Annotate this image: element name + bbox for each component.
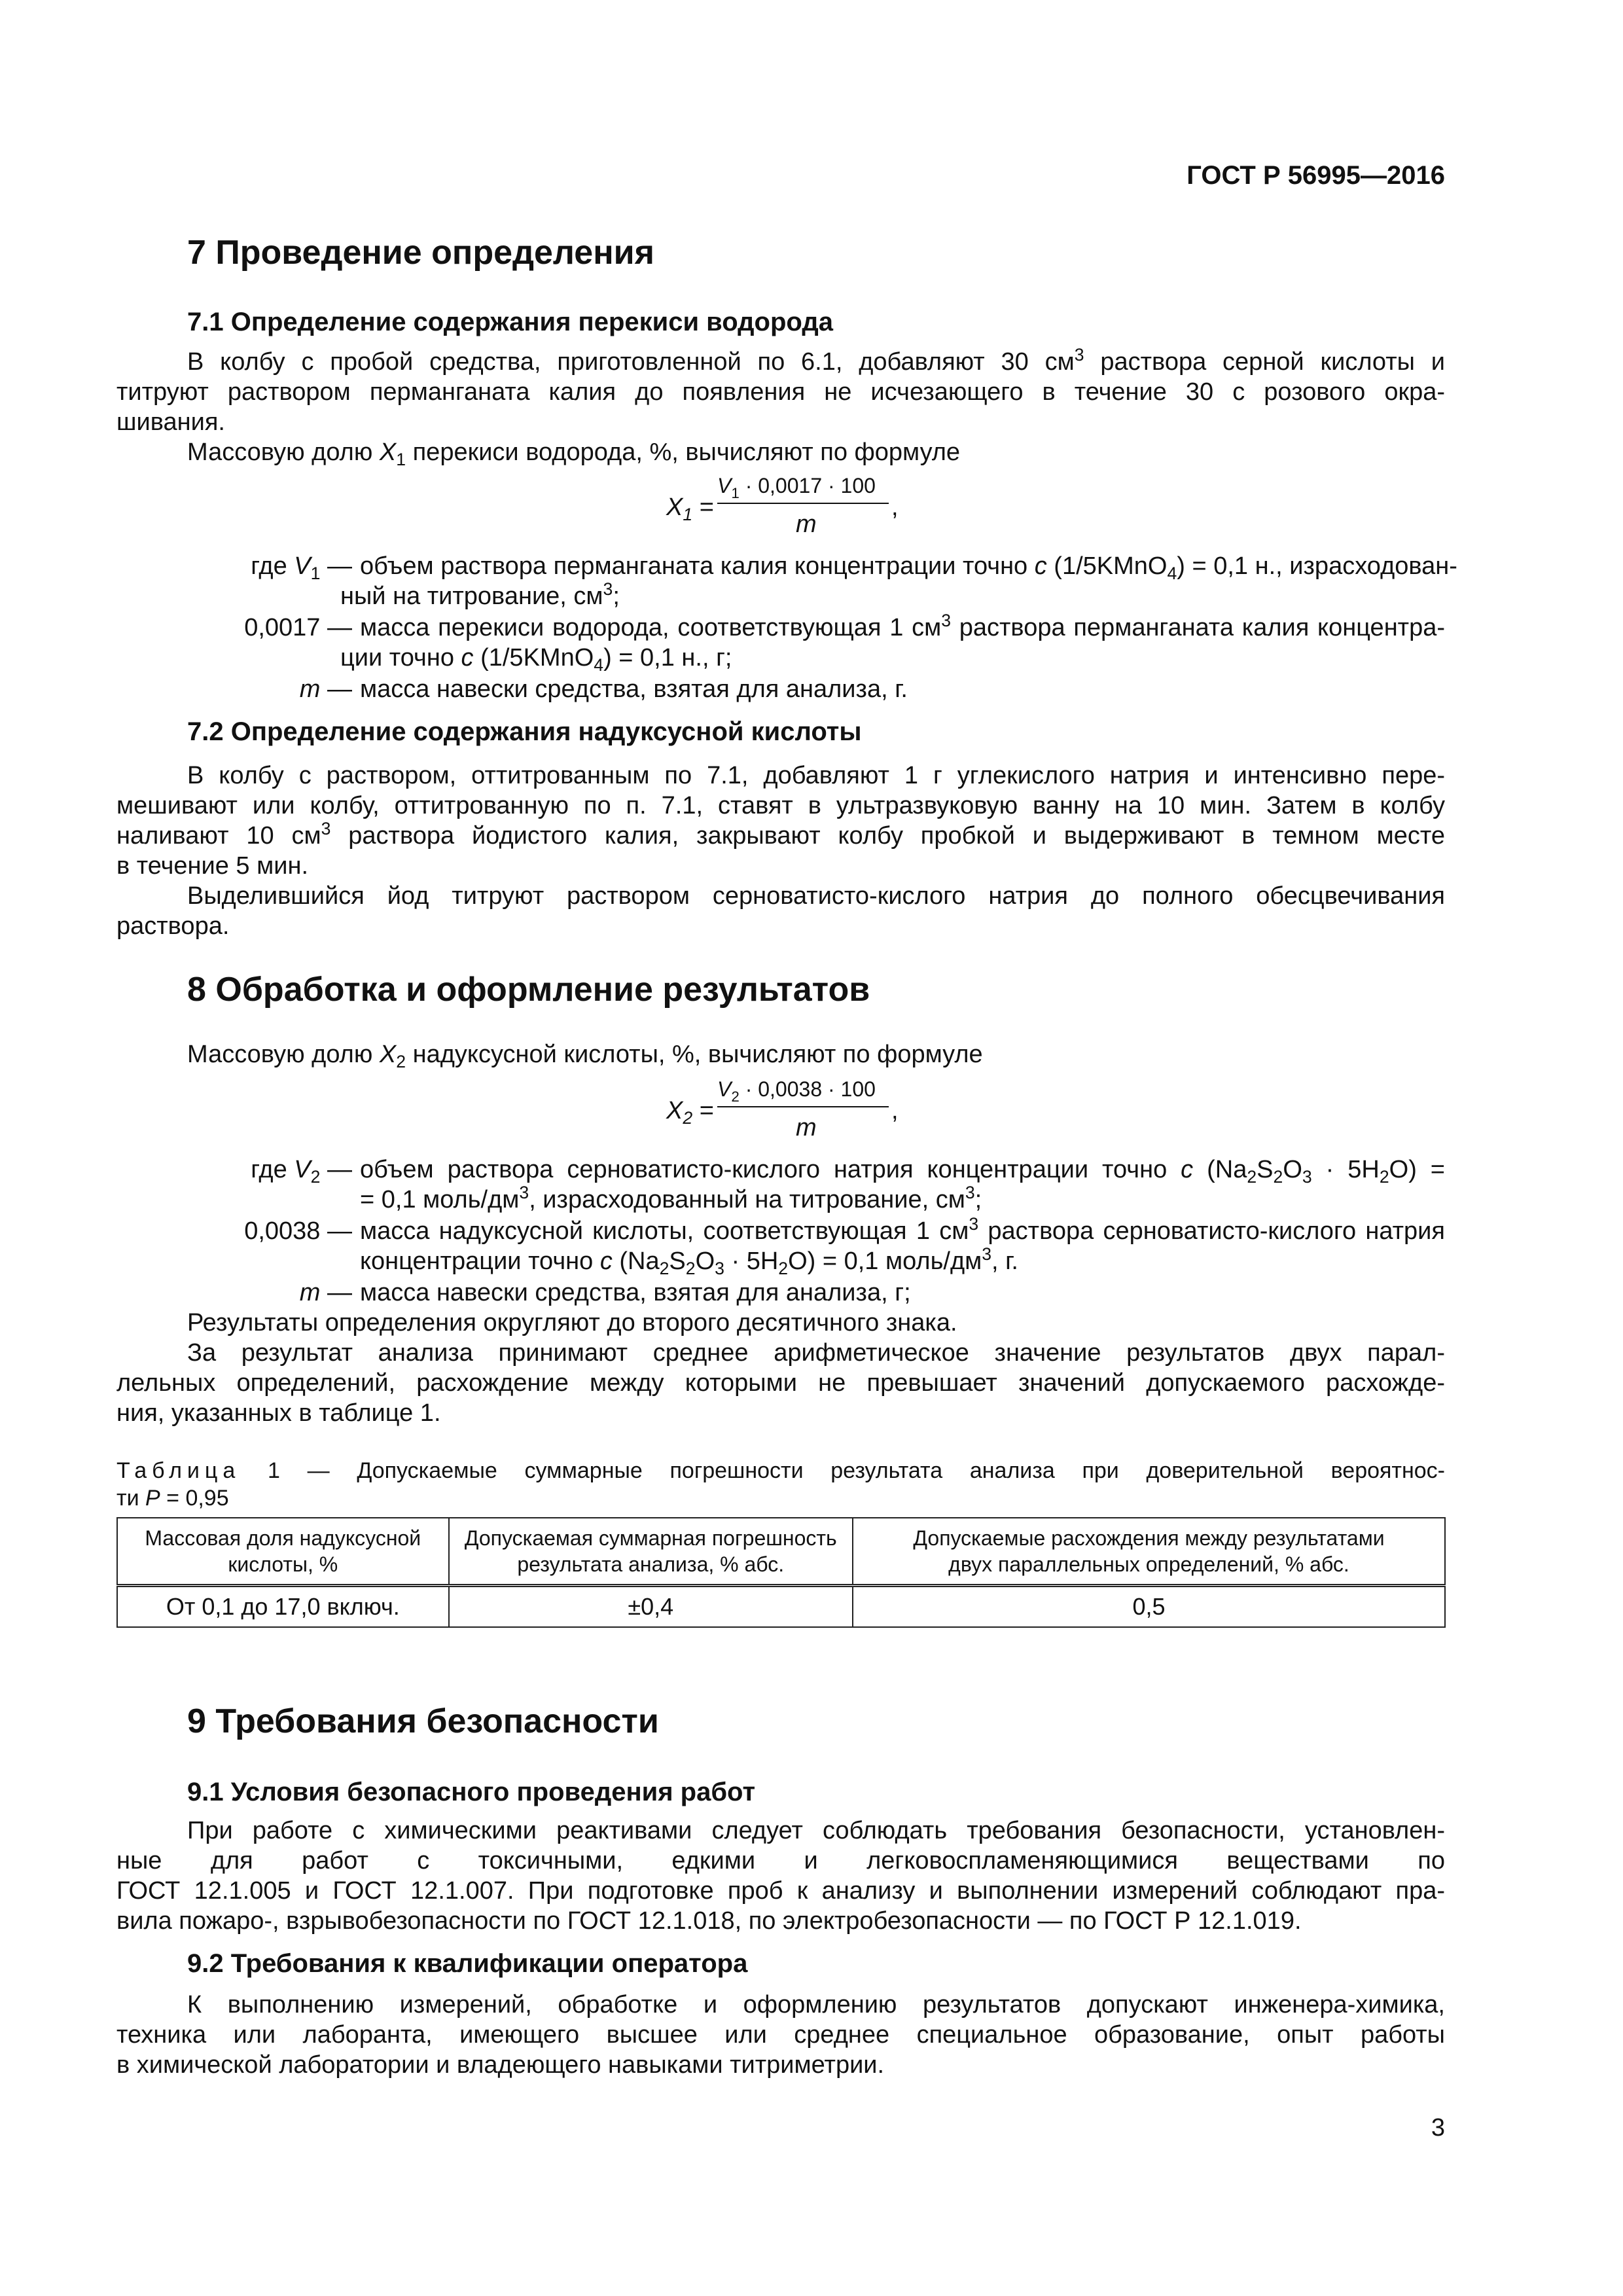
- tolerance-table: [116, 1517, 1446, 1628]
- table-cell: От 0,1 до 17,0 включ.: [117, 1586, 449, 1628]
- glossary-v1: где $V_1$ — объем раствора перманганата калия концентрации точно c (1/5KMnO$_4$) = 0,1 н., израсходован- ный на титрование, $см^3$;: [251, 552, 1457, 610]
- glossary-0-0017: 0,0017 — масса перекиси водорода, соответствующая 1 $см^3$ раствора перманганата калия концентра- ции точно c (1/5KMnO$_4$) = 0,1 н., г;: [244, 611, 1446, 675]
- glossary-0-0038: 0,0038 — масса надуксусной кислоты, соответствующая 1 $см^3$ раствора серноватисто-кислого натрия концентрации точно c $(Na_2S_2O_3 \cdot 5H_2O) = 0,1$ моль/$дм^3$, г.: [244, 1214, 1445, 1278]
- table-header-row: [117, 1518, 1445, 1586]
- section-7-2-paragraph: В колбу с раствором, оттитрованным по 7.1, добавляют 1 г углекислого натрия и интенсивно пере- мешивают или колбу, оттитрованную по п. 7.1, ставят в ультразвуковую ванну на 10 мин. Затем в колбу наливают 10 $см^3$ раствора йодистого калия, закрывают колбу пробкой и выдерживают в темном месте в течение 5 мин. Выделившийся йод титруют раствором серноватисто-кислого натрия до полного обесцвечивания раствора.: [116, 762, 1445, 940]
- section-8-title: 8 Обработка и оформление результатов: [187, 971, 870, 1009]
- glossary-m-8: m — масса навески средства, взятая для анализа, г;: [299, 1279, 911, 1306]
- section-9-1-title: 9.1 Условия безопасного проведения работ: [187, 1778, 756, 1806]
- document-page: ГОСТ Р 56995—2016 7 Проведение определения 7.1 Определение содержания перекиси водорода В колбу с пробой средства, приготовленной по 6.1, добавляют 30 $см^3$ раствора серной кислоты и титруют раствором перманганата калия до появления не исчезающего в течение 30 с розового окра- шивания. Массовую долю $X_1$ перекиси водорода, %, вычисляют по формуле $X_1$ = $V_1 \cdot 0,0017 \cdot 100$ m , где $V_1$ — объем раствора перманганата калия концентрации точно c (1/5KMnO$_4$) = 0,1 н., израсходован- ный на титрование, $см^3$; 0,0017 — масса перекиси водорода, соответствующая 1 $см^3$ раствора перманганата калия концентра- ции точно c (1/5KMnO$_4$) = 0,1 н., г; m — масса навески средства, взятая для анализа, г. 7.2 Определение содержания надуксусной кислоты В колбу с раствором, оттитрованным по 7.1, добавляют 1 г углекислого натрия и интенсивно пере- мешивают или колбу, оттитрованную по п. 7.1, ставят в ультразвуковую ванну на 10 мин. Затем в колбу наливают 10 $см^3$ раствора йодистого калия, закрывают колбу пробкой и выдерживают в темном месте в течение 5 мин. Выделившийся йод титруют раствором серноватисто-кислого натрия до полного обесцвечивания раствора. 8 Обработка и оформление результатов Массовую долю $X_2$ надуксусной кислоты, %, вычисляют по формуле $X_2$ = $V_2 \cdot 0,0038 \cdot 100$ m , где $V_2$ — объем раствора серноватисто-кислого натрия концентрации точно c $(Na_2S_2O_3 \cdot 5H_2O)$ = = 0,1 моль/$дм^3$, израсходованный на титрование, $см^3$; 0,0038 — масса надуксусной кислоты, соответствующая 1 $см^3$ раствора серноватисто-кислого натрия концентрации точно c $(Na_2S_2O_3 \cdot 5H_2O) = 0,1$ моль/$дм^3$, г. m — масса навески средства, взятая для анализа, г; Результаты определения округляют до второго десятичного знака. За результат анализа принимают среднее арифметическое значение результатов двух парал- лельных определений, расхождение между которыми не превышает значений допускаемого расхожде- ния, указанных в таблице 1. Таблица 1 — Допускаемые суммарные погрешности результата анализа при доверительной вероятнос- ти P = 0,95 Массовая доля надуксусной кислоты, % Допускаемая суммарная погрешность результата анализа, % абс. Допускаемые расхождения между результатами двух параллельных определений, % абс. От 0,1 до 17,0 включ. ±0,4 0,5 9 Требования безопасности 9.1 Условия безопасного проведения работ При работе с химическими реактивами следует соблюдать требования безопасности, установлен- ные для работ с токсичными, едкими и легковоспламеняющимися веществами по ГОСТ 12.1.005 и ГОСТ 12.1.007. При подготовке проб к анализу и выполнении измерений соблюдают пра- вила пожаро-, взрывобезопасности по ГОСТ 12.1.018, по электробезопасности — по ГОСТ Р 12.1.019. 9.2 Требования к квалификации оператора К выполнению измерений, обработке и оформлению результатов допускают инженера-химика, техника или лаборанта, имеющего высшее или среднее специальное образование, опыт работы в химической лаборатории и владеющего навыками титриметрии. 3: [116, 161, 1457, 2142]
- section-8-results: Результаты определения округляют до второго десятичного знака. За результат анализа принимают среднее арифметическое значение результатов двух парал- лельных определений, расхождение между которыми не превышает значений допускаемого расхожде- ния, указанных в таблице 1.: [116, 1309, 1445, 1427]
- section-7-1-paragraph: В колбу с пробой средства, приготовленной по 6.1, добавляют 30 $см^3$ раствора серной кислоты и титруют раствором перманганата калия до появления не исчезающего в течение 30 с розового окра- шивания. Массовую долю $X_1$ перекиси водорода, %, вычисляют по формуле: [116, 345, 1446, 469]
- table-header-cell: Массовая доля надуксусной кислоты, %: [117, 1518, 449, 1586]
- table-header-cell: Допускаемая суммарная погрешность результата анализа, % абс.: [449, 1518, 853, 1586]
- section-7-title: 7 Проведение определения: [187, 234, 654, 272]
- section-9-title: 9 Требования безопасности: [187, 1702, 659, 1740]
- table-header-cell: Допускаемые расхождения между результатами двух параллельных определений, % абс.: [853, 1518, 1445, 1586]
- table-cell: ±0,4: [449, 1586, 853, 1628]
- section-7-1-title: 7.1 Определение содержания перекиси водорода: [187, 308, 833, 336]
- section-7-2-title: 7.2 Определение содержания надуксусной кислоты: [187, 717, 862, 746]
- section-8-intro: Массовую долю $X_2$ надуксусной кислоты, %, вычисляют по формуле: [187, 1041, 983, 1071]
- section-9-1-paragraph: При работе с химическими реактивами следует соблюдать требования безопасности, установлен- ные для работ с токсичными, едкими и легковоспламеняющимися веществами по ГОСТ 12.1.005 и ГОСТ 12.1.007. При подготовке проб к анализу и выполнении измерений соблюдают пра- вила пожаро-, взрывобезопасности по ГОСТ 12.1.018, по электробезопасности — по ГОСТ Р 12.1.019.: [116, 1817, 1445, 1935]
- glossary-v2: где $V_2$ — объем раствора серноватисто-кислого натрия концентрации точно c $(Na_2S_2O_3 \cdot 5H_2O)$ = = 0,1 моль/$дм^3$, израсходованный на титрование, $см^3$;: [251, 1156, 1446, 1213]
- standard-number: ГОСТ Р 56995—2016: [1186, 161, 1445, 190]
- section-9-2-title: 9.2 Требования к квалификации оператора: [187, 1949, 748, 1978]
- section-9-2-paragraph: К выполнению измерений, обработке и оформлению результатов допускают инженера-химика, техника или лаборанта, имеющего высшее или среднее специальное образование, опыт работы в химической лаборатории и владеющего навыками титриметрии.: [116, 1991, 1445, 2079]
- table-caption: Таблица 1 — Допускаемые суммарные погрешности результата анализа при доверительной вероятнос- ти P = 0,95: [116, 1458, 1446, 1511]
- table-cell: 0,5: [853, 1586, 1445, 1628]
- table-row: [117, 1586, 1445, 1628]
- page-number: 3: [1431, 2114, 1445, 2142]
- glossary-m-7: m — масса навески средства, взятая для анализа, г.: [299, 675, 908, 703]
